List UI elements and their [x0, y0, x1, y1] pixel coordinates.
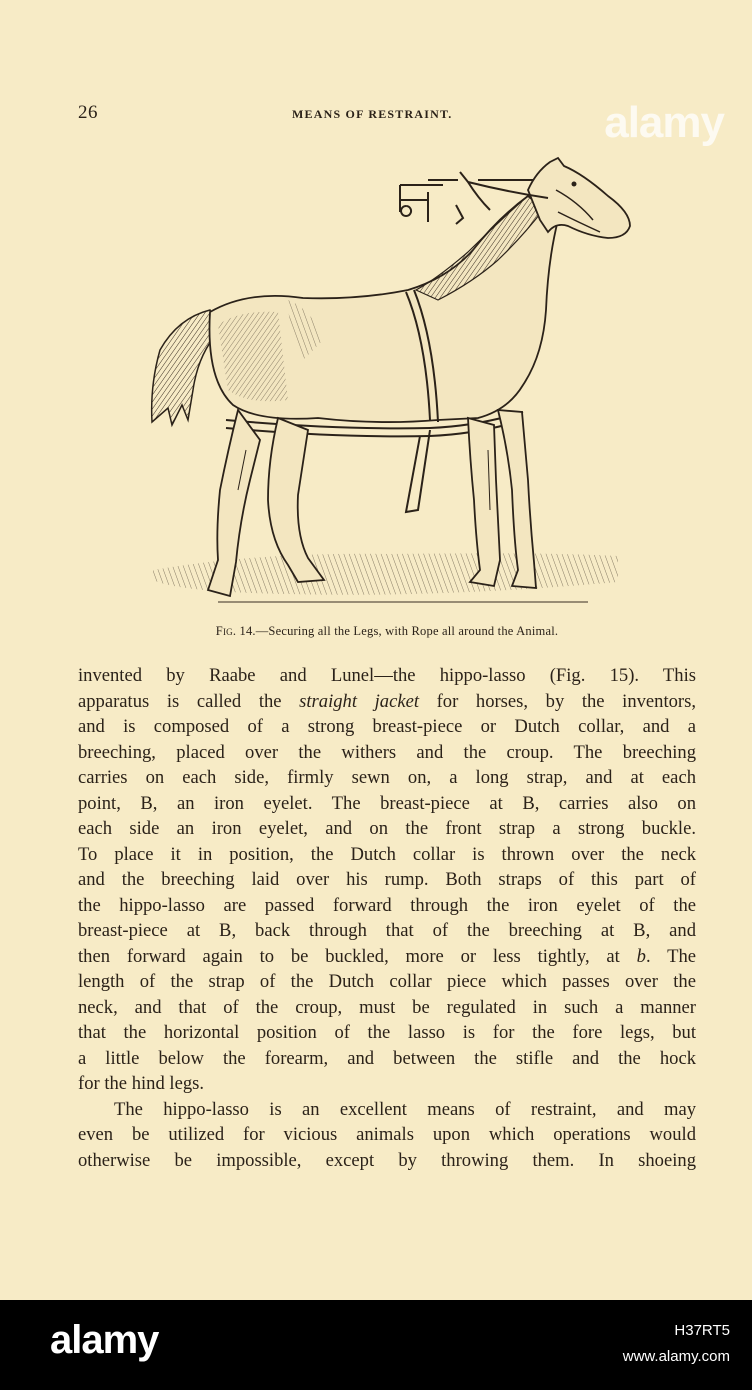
text-line: the hippo-lasso are passed forward through the iron eyelet of the: [78, 894, 696, 916]
alamy-logo: alamy: [50, 1318, 159, 1362]
text-line: each side an iron eyelet, and on the front strap a strong buckle.: [78, 818, 696, 839]
page-number: 26: [78, 102, 98, 123]
running-head: [78, 102, 696, 126]
text-line: and is composed of a strong breast-piece or Dutch collar, and a: [78, 716, 696, 737]
text-line: invented by Raabe and Lunel—the hippo-lasso (Fig. 15). This: [78, 665, 696, 686]
horse-engraving: [138, 150, 638, 612]
figure-label: Fig. 14.: [215, 624, 256, 638]
watermark-logo: alamy: [604, 98, 724, 147]
text-line: The hippo-lasso is an excellent means of restraint, and may: [114, 1098, 696, 1120]
horse-tail: [152, 310, 218, 425]
text-line: breeching, placed over the withers and the croup. The breeching: [78, 741, 696, 763]
text-line: for the hind legs.: [78, 1073, 204, 1094]
text-line: apparatus is called the straight jacket for horses, by the inventors,: [78, 690, 697, 712]
image-id: H37RT5: [674, 1322, 730, 1339]
text-line: then forward again to be buckled, more or less tightly, at b. The: [78, 945, 696, 967]
text-line: and the breeching laid over his rump. Both straps of this part of: [78, 869, 696, 890]
figure-caption: [78, 624, 696, 639]
text-line: breast-piece at B, back through that of the breeching at B, and: [78, 920, 696, 941]
paragraph-1: [78, 663, 696, 1097]
text-line: even be utilized for vicious animals upon which operations would: [78, 1124, 696, 1145]
figure-caption-text: —Securing all the Legs, with Rope all around the Animal.: [255, 624, 559, 638]
stock-footer-bar: [0, 1300, 752, 1390]
text-line: carries on each side, firmly sewn on, a long strap, and at each: [78, 767, 696, 788]
text-line: otherwise be impossible, except by throwing them. In shoeing: [78, 1149, 696, 1171]
body-text: [78, 663, 696, 1173]
paragraph-2: [78, 1097, 696, 1174]
section-title: MEANS OF RESTRAINT.: [292, 107, 453, 121]
site-url: www.alamy.com: [622, 1348, 730, 1365]
text-line: point, B, an iron eyelet. The breast-piece at B, carries also on: [78, 792, 696, 814]
text-line: neck, and that of the croup, must be regulated in such a manner: [78, 996, 696, 1018]
horse-illustration: [138, 150, 638, 612]
text-line: that the horizontal position of the lasso is for the fore legs, but: [78, 1022, 696, 1043]
text-line: a little below the forearm, and between the stifle and the hock: [78, 1047, 696, 1069]
text-line: length of the strap of the Dutch collar piece which passes over the: [78, 971, 696, 992]
text-line: To place it in position, the Dutch collar is thrown over the neck: [78, 843, 696, 865]
